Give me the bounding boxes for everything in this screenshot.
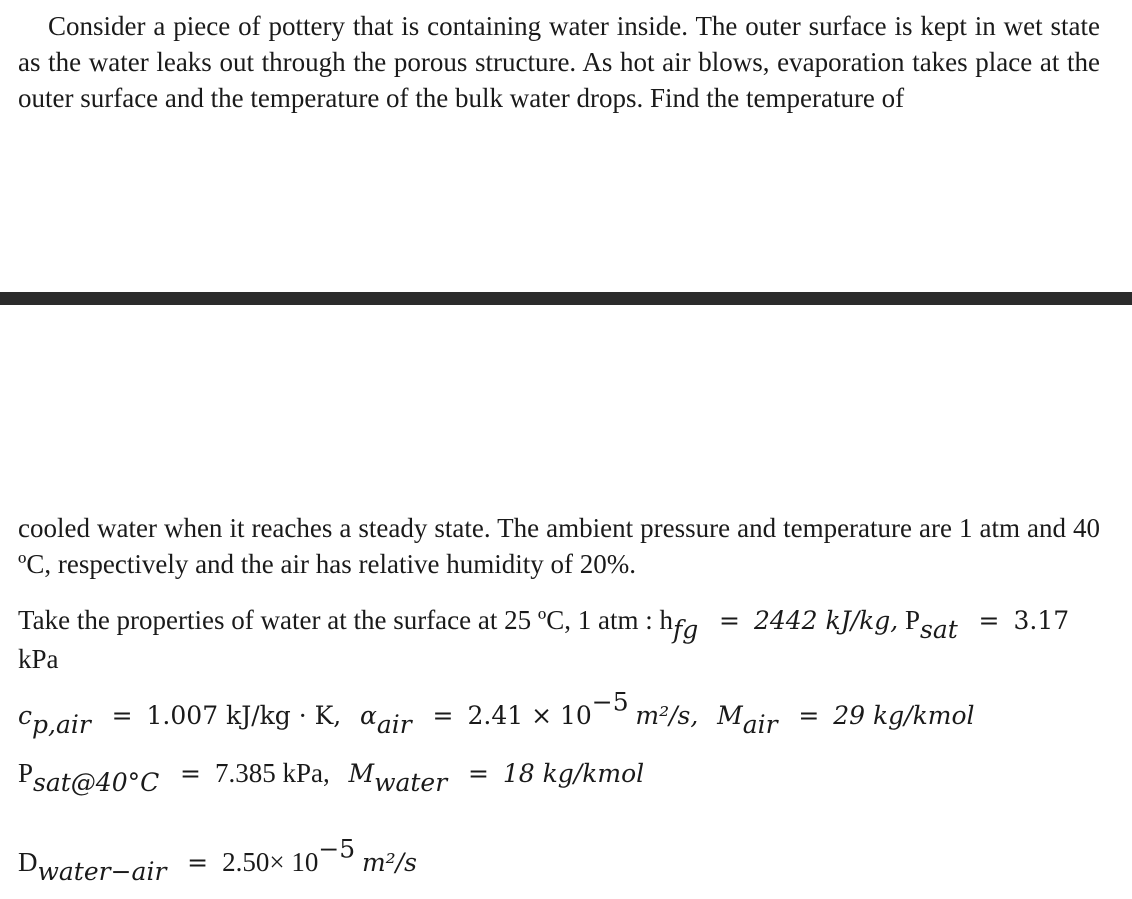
given-intro: Take the properties of water at the surface at 25 ºC, 1 atm :	[18, 605, 653, 635]
cp-subscript: p,air	[32, 709, 91, 739]
psat40-value: 7.385 kPa,	[214, 758, 330, 788]
psat-unit-line	[18, 641, 59, 677]
mwater-value: 18 kg/kmol	[502, 759, 645, 788]
mair-symbol: M	[717, 701, 743, 730]
air-properties-line	[18, 687, 975, 739]
diffusivity-line	[18, 834, 417, 886]
page-divider	[0, 292, 1132, 305]
mair-subscript: air	[742, 709, 778, 739]
equals-sign: =	[798, 701, 820, 730]
psat-unit: kPa	[18, 644, 59, 674]
d-subscript: water−air	[37, 856, 167, 886]
mair-value: 29 kg/kmol	[833, 701, 975, 730]
alpha-unit: m²/s,	[635, 701, 699, 730]
equals-sign: =	[467, 759, 489, 788]
d-symbol: D	[18, 847, 38, 877]
psat40-line	[18, 755, 645, 797]
hfg-value: 2442 kJ/kg,	[753, 606, 899, 635]
alpha-symbol: α	[360, 701, 377, 730]
d-exponent: −5	[318, 834, 356, 864]
equals-sign: =	[978, 606, 1000, 635]
given-properties-line	[18, 602, 1070, 644]
alpha-value: 2.41 × 10	[467, 701, 592, 730]
hfg-subscript: fg	[673, 614, 699, 644]
psat-symbol: P	[904, 605, 921, 635]
equals-sign: =	[111, 701, 133, 730]
d-unit: m²/s	[361, 848, 417, 877]
psat-subscript: sat	[920, 614, 958, 644]
alpha-exponent: −5	[591, 687, 629, 717]
psat-value: 3.17	[1013, 606, 1070, 635]
equals-sign: =	[180, 759, 201, 788]
hfg-symbol: h	[659, 605, 673, 635]
mwater-subscript: water	[374, 767, 448, 797]
mwater-symbol: M	[348, 759, 375, 788]
psat40-symbol: P	[18, 758, 34, 788]
equals-sign: =	[187, 848, 209, 877]
equals-sign: =	[719, 606, 740, 635]
problem-text-bottom: cooled water when it reaches a steady state. The ambient pressure and temperature are 1 atm and 40 ºC, respectively and the air has relative humidity of 20%.	[18, 513, 1100, 579]
psat40-subscript: sat@40°C	[33, 767, 160, 797]
d-value: 2.50× 10	[222, 847, 319, 877]
alpha-subscript: air	[376, 709, 412, 739]
equals-sign: =	[432, 701, 454, 730]
cp-symbol: c	[18, 701, 33, 730]
problem-text-top: Consider a piece of pottery that is containing water inside. The outer surface is kept in wet state as the water leaks out through the porous structure. As hot air blows, evaporation takes place at the outer surface and the temperature of the bulk water drops. Find the temperature of	[18, 11, 1100, 113]
cp-value: 1.007 kJ/kg · K,	[146, 701, 342, 730]
